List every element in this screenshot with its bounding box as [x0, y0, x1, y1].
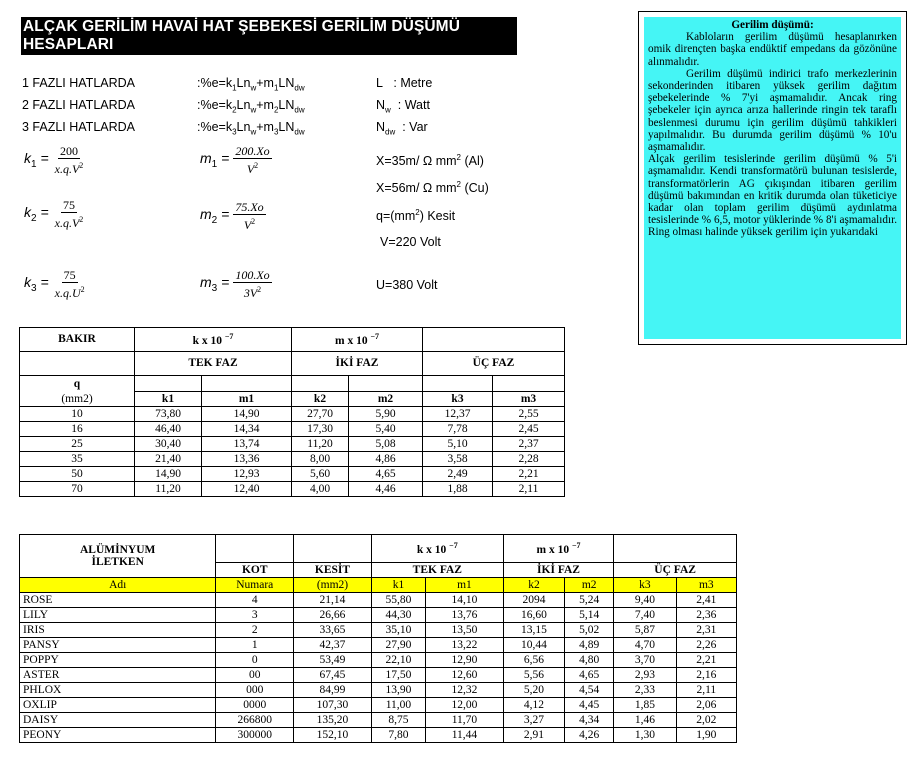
table-cell: 1,30	[614, 728, 676, 743]
power: 2	[254, 161, 259, 170]
unit-3	[376, 120, 428, 137]
copper-table-body	[20, 407, 565, 497]
text: İLETKEN	[91, 556, 144, 568]
table-row	[20, 452, 565, 467]
table-cell: 7,80	[371, 728, 425, 743]
table-cell: 13,15	[503, 623, 564, 638]
table-cell: 42,37	[294, 638, 372, 653]
lhs: m	[200, 150, 212, 167]
table-cell: 4,54	[565, 683, 614, 698]
empty-cell	[349, 376, 423, 392]
lhs: m	[200, 206, 212, 223]
copper-tek-faz: TEK FAZ	[135, 352, 292, 376]
lhs-sub: 3	[211, 282, 218, 294]
unit-symbol: N	[376, 120, 386, 134]
copper-uc-faz: ÜÇ FAZ	[423, 352, 565, 376]
yellow-header: k2	[503, 578, 564, 593]
formula-prefix: :%e=	[197, 120, 226, 134]
table-cell: 5,56	[503, 668, 564, 683]
col-header: m3	[493, 392, 565, 407]
table-cell: 4,12	[503, 698, 564, 713]
table-cell: 4,34	[565, 713, 614, 728]
table-row	[20, 698, 737, 713]
table-cell: 4,65	[565, 668, 614, 683]
denominator: V	[246, 162, 255, 176]
table-cell: 17,30	[292, 422, 349, 437]
table-row	[20, 482, 565, 497]
table-cell: 00	[216, 668, 294, 683]
numerator: 200	[59, 144, 78, 158]
table-cell: 14,34	[202, 422, 292, 437]
formula-m1: $m_1$ = $\frac{200.Xo}{V^2}$	[200, 144, 270, 176]
table-cell: 3,70	[614, 653, 676, 668]
exp: −7	[449, 541, 458, 551]
phase-label-2: 2 FAZLI HATLARDA	[22, 98, 135, 112]
side-note-heading: Gerilim düşümü:	[731, 19, 814, 31]
aluminium-material	[20, 535, 216, 578]
formula-k-index: 3	[232, 127, 237, 137]
table-cell: ASTER	[20, 668, 216, 683]
table-cell: 7,78	[423, 422, 493, 437]
formula-m: m	[263, 98, 274, 112]
copper-k-header	[135, 328, 292, 352]
table-cell: 13,76	[426, 608, 504, 623]
empty-cell	[292, 376, 349, 392]
copper-iki-faz: İKİ FAZ	[292, 352, 423, 376]
table-row	[20, 467, 565, 482]
col-header: k3	[423, 392, 493, 407]
empty-cell	[202, 376, 292, 392]
unit-text: : Watt	[397, 98, 430, 112]
lhs-sub: 1	[31, 158, 37, 170]
table-row	[20, 668, 737, 683]
numerator: 75	[62, 198, 75, 212]
phase-label-1: 1 FAZLI HATLARDA	[22, 76, 135, 90]
table-cell: 000	[216, 683, 294, 698]
text: m x 10	[536, 544, 570, 557]
empty-cell	[294, 535, 372, 563]
table-cell: DAISY	[20, 713, 216, 728]
aluminium-m-header	[503, 535, 613, 563]
table-cell: 300000	[216, 728, 294, 743]
table-cell: 3,27	[503, 713, 564, 728]
power: 2	[79, 161, 84, 170]
table-cell: 21,40	[135, 452, 202, 467]
table-cell: 55,80	[371, 593, 425, 608]
empty-cell	[423, 328, 565, 352]
aluminium-k-header	[371, 535, 503, 563]
table-cell: 14,90	[135, 467, 202, 482]
text: ALÜMİNYUM	[79, 543, 156, 556]
table-cell: 1,88	[423, 482, 493, 497]
table-cell: 2,36	[676, 608, 736, 623]
side-note-paragraph: Gerilim düşümü indirici trafo merkezlerinin sekonderinden itibaren yüksek gerilim dağıtım şebekelerinde % 7'yi aşmamalıdır. Ancak ring şebekeler için ayrıca arıza hallerinde ringin tek taraflı beslenmesi durumu için gerilim düşümü tahkikleri yapılmalıdır. Bu durumda gerilim düşümü % 10'u aşmamalıdır.	[648, 67, 897, 154]
table-cell: 2,37	[493, 437, 565, 452]
table-cell: 67,45	[294, 668, 372, 683]
formula-k1: $k_1$ = $\frac{200}{x.q.V^2}$	[24, 144, 84, 176]
table-cell: 11,20	[135, 482, 202, 497]
table-cell: 2,28	[493, 452, 565, 467]
table-cell: 7,40	[614, 608, 676, 623]
lhs: k	[24, 204, 31, 221]
table-cell: 11,20	[292, 437, 349, 452]
text: q=(mm	[376, 209, 416, 224]
table-cell: 53,49	[294, 653, 372, 668]
text: (Al)	[461, 154, 484, 169]
unit-2	[376, 98, 430, 115]
table-cell: 135,20	[294, 713, 372, 728]
copper-q-label: q	[20, 376, 135, 392]
sup: 2	[415, 208, 420, 217]
table-cell: 5,10	[423, 437, 493, 452]
unit-text: : Metre	[393, 76, 433, 90]
table-cell: 2,16	[676, 668, 736, 683]
table-cell: 70	[20, 482, 135, 497]
formula-k3: $k_3$ = $\frac{75}{x.q.U^2}$	[24, 268, 85, 300]
yellow-header: m1	[426, 578, 504, 593]
exp: −7	[370, 332, 380, 342]
power: 2	[257, 285, 262, 294]
copper-table	[19, 327, 565, 497]
table-cell: PEONY	[20, 728, 216, 743]
table-cell: 5,40	[349, 422, 423, 437]
empty-cell	[216, 535, 294, 563]
col-header: k2	[292, 392, 349, 407]
aluminium-iki-faz: İKİ FAZ	[503, 563, 613, 578]
col-header: m1	[202, 392, 292, 407]
table-cell: 11,70	[426, 713, 504, 728]
unit-sub: dw	[385, 127, 396, 137]
table-cell: 4,45	[565, 698, 614, 713]
table-cell: 14,10	[426, 593, 504, 608]
formula-m-index: 1	[273, 83, 279, 93]
formula-k-index: 1	[232, 83, 237, 93]
table-cell: 26,66	[294, 608, 372, 623]
lhs: k	[24, 150, 31, 167]
table-cell: 12,00	[426, 698, 504, 713]
table-cell: 2094	[503, 593, 564, 608]
aluminium-table	[19, 534, 737, 743]
table-cell: 152,10	[294, 728, 372, 743]
side-note-paragraph: Alçak gerilim tesislerinde gerilim düşümü % 5'i aşmamalıdır. Kendi transformatörü bulunan tesislerde, transformatörlerin AG çıkışından itibaren gerilim düşümü bakımından en kritik durumda olan tüketiciye kadar olan toplam gerilim düşümü aydınlatma tesislerinde % 6,5, motor yüklerinde % 8'i aşmamalıdır. Ring olması halinde yüksek gerilim için yukarıdaki	[648, 153, 897, 239]
table-cell: 2,33	[614, 683, 676, 698]
numerator: 75	[63, 268, 76, 282]
text: k x 10	[416, 544, 447, 557]
unit-sub: w	[385, 105, 391, 115]
table-cell: 13,90	[371, 683, 425, 698]
table-cell: 2,45	[493, 422, 565, 437]
table-cell: 35	[20, 452, 135, 467]
table-cell: 4	[216, 593, 294, 608]
table-cell: 5,14	[565, 608, 614, 623]
aluminium-table-body	[20, 593, 737, 743]
table-cell: 5,90	[349, 407, 423, 422]
table-row	[20, 653, 737, 668]
table-cell: 8,00	[292, 452, 349, 467]
table-cell: 33,65	[294, 623, 372, 638]
numerator: 200.Xo	[235, 144, 270, 158]
power: 2	[251, 217, 256, 226]
formula-m3: $m_3$ = $\frac{100.Xo}{3V^2}$	[200, 268, 270, 300]
copper-mm2-label: (mm2)	[20, 392, 135, 407]
table-cell: 13,36	[202, 452, 292, 467]
table-cell: 14,90	[202, 407, 292, 422]
table-cell: 35,10	[371, 623, 425, 638]
table-cell: 5,02	[565, 623, 614, 638]
table-cell: 17,50	[371, 668, 425, 683]
formula-k: k	[225, 120, 233, 134]
power: 2	[80, 285, 85, 294]
exp: −7	[224, 332, 234, 342]
empty-cell	[423, 376, 493, 392]
constant-u: U=380 Volt	[376, 278, 438, 292]
formula-prefix: :%e=	[197, 98, 226, 112]
table-cell: 22,10	[371, 653, 425, 668]
table-cell: 44,30	[371, 608, 425, 623]
phase-label-3: 3 FAZLI HATLARDA	[22, 120, 135, 134]
lhs: m	[200, 274, 212, 291]
power: 2	[79, 215, 84, 224]
aluminium-uc-faz: ÜÇ FAZ	[614, 563, 737, 578]
formula-m2: $m_2$ = $\frac{75.Xo}{V^2}$	[200, 200, 264, 232]
empty-cell	[20, 352, 135, 376]
table-cell: POPPY	[20, 653, 216, 668]
table-row	[20, 593, 737, 608]
text: ) Kesit	[419, 209, 456, 224]
table-cell: 73,80	[135, 407, 202, 422]
table-cell: 2,06	[676, 698, 736, 713]
formula-m-index: 2	[273, 105, 279, 115]
denominator: x.q.U	[54, 286, 81, 300]
empty-cell	[493, 376, 565, 392]
unit-symbol: N	[376, 98, 386, 112]
formula-3: $:\%e=k_3Ln_w+m_3LN_{dw}$	[197, 120, 305, 137]
table-cell: 2,21	[493, 467, 565, 482]
table-row	[20, 608, 737, 623]
table-cell: 0	[216, 653, 294, 668]
col-header: m2	[349, 392, 423, 407]
text: k x 10	[192, 335, 222, 348]
yellow-header: k1	[371, 578, 425, 593]
table-cell: 4,65	[349, 467, 423, 482]
denominator: 3V	[243, 286, 258, 300]
copper-material: BAKIR	[20, 328, 135, 352]
text: m x 10	[334, 335, 368, 348]
text: X=35m/ Ω mm	[376, 154, 457, 169]
table-cell: 50	[20, 467, 135, 482]
lhs: k	[24, 274, 31, 291]
table-cell: 12,37	[423, 407, 493, 422]
table-cell: 2,11	[493, 482, 565, 497]
formula-m: m	[263, 120, 274, 134]
formula-2: $:\%e=k_2Ln_w+m_2LN_{dw}$	[197, 98, 305, 115]
copper-m-header	[292, 328, 423, 352]
lhs-sub: 2	[31, 212, 37, 224]
table-row	[20, 683, 737, 698]
table-cell: 5,08	[349, 437, 423, 452]
table-cell: 3	[216, 608, 294, 623]
table-cell: 4,86	[349, 452, 423, 467]
table-row	[20, 638, 737, 653]
unit-1	[376, 76, 432, 90]
table-cell: 11,44	[426, 728, 504, 743]
denominator: V	[243, 218, 252, 232]
exp: −7	[571, 541, 581, 551]
col-header: k1	[135, 392, 202, 407]
lhs-sub: 3	[31, 282, 37, 294]
table-cell: 2,02	[676, 713, 736, 728]
formula-k: k	[225, 98, 233, 112]
table-cell: 4,46	[349, 482, 423, 497]
table-cell: 4,00	[292, 482, 349, 497]
table-cell: 16,60	[503, 608, 564, 623]
yellow-header: m3	[676, 578, 736, 593]
table-cell: 2,55	[493, 407, 565, 422]
table-cell: 46,40	[135, 422, 202, 437]
table-cell: 1,90	[676, 728, 736, 743]
denominator: x.q.V	[54, 216, 80, 230]
table-cell: OXLIP	[20, 698, 216, 713]
table-cell: 2,11	[676, 683, 736, 698]
table-cell: 13,50	[426, 623, 504, 638]
yellow-header: m2	[565, 578, 614, 593]
table-cell: 25	[20, 437, 135, 452]
table-cell: 1,46	[614, 713, 676, 728]
numerator: 100.Xo	[235, 268, 270, 282]
table-cell: 13,22	[426, 638, 504, 653]
yellow-header: Numara	[216, 578, 294, 593]
table-cell: 21,14	[294, 593, 372, 608]
table-cell: 2,41	[676, 593, 736, 608]
formula-k: k	[225, 76, 233, 90]
table-cell: ROSE	[20, 593, 216, 608]
yellow-header: (mm2)	[294, 578, 372, 593]
empty-cell	[614, 535, 737, 563]
table-cell: 4,70	[614, 638, 676, 653]
unit-text: : Var	[402, 120, 428, 134]
table-row	[20, 407, 565, 422]
table-cell: 0000	[216, 698, 294, 713]
empty-cell	[135, 376, 202, 392]
constant-x-cu	[376, 180, 489, 195]
denominator: x.q.V	[54, 162, 80, 176]
table-cell: 4,80	[565, 653, 614, 668]
table-cell: 12,90	[426, 653, 504, 668]
formula-m-index: 3	[273, 127, 279, 137]
table-cell: 2,21	[676, 653, 736, 668]
table-cell: 13,74	[202, 437, 292, 452]
table-cell: 30,40	[135, 437, 202, 452]
table-cell: 4,89	[565, 638, 614, 653]
table-cell: 4,26	[565, 728, 614, 743]
table-cell: 27,70	[292, 407, 349, 422]
numerator: 75.Xo	[235, 200, 264, 214]
page-title: ALÇAK GERİLİM HAVAİ HAT ŞEBEKESİ GERİLİM DÜŞÜMÜ HESAPLARI	[21, 17, 517, 55]
aluminium-kot: KOT	[216, 563, 294, 578]
table-cell: PHLOX	[20, 683, 216, 698]
side-note-content	[644, 17, 901, 339]
table-cell: 11,00	[371, 698, 425, 713]
table-cell: 1,85	[614, 698, 676, 713]
table-cell: 16	[20, 422, 135, 437]
aluminium-kesit: KESİT	[294, 563, 372, 578]
formula-prefix: :%e=	[197, 76, 226, 90]
side-note-paragraph: Kabloların gerilim düşümü hesaplanırken omik dirençten başka endüktif empedans da gözönüne alınmalıdır.	[648, 31, 897, 68]
table-cell: 8,75	[371, 713, 425, 728]
table-cell: 12,40	[202, 482, 292, 497]
table-cell: 12,32	[426, 683, 504, 698]
table-cell: 9,40	[614, 593, 676, 608]
table-cell: 84,99	[294, 683, 372, 698]
text: (Cu)	[461, 181, 489, 196]
table-cell: 5,87	[614, 623, 676, 638]
yellow-header: Adı	[20, 578, 216, 593]
table-cell: 3,58	[423, 452, 493, 467]
table-cell: 2,49	[423, 467, 493, 482]
table-cell: 10,44	[503, 638, 564, 653]
table-cell: 5,24	[565, 593, 614, 608]
constant-q	[376, 208, 455, 223]
table-row	[20, 623, 737, 638]
formula-m: m	[263, 76, 274, 90]
lhs-sub: 2	[211, 214, 218, 226]
sup: 2	[456, 153, 461, 162]
lhs-sub: 1	[211, 158, 218, 170]
sup: 2	[456, 180, 461, 189]
table-cell: 10	[20, 407, 135, 422]
table-cell: 2	[216, 623, 294, 638]
table-cell: 107,30	[294, 698, 372, 713]
unit-symbol: L	[376, 76, 383, 90]
text: X=56m/ Ω mm	[376, 181, 457, 196]
table-cell: 2,31	[676, 623, 736, 638]
formula-1: $:\%e=k_1Ln_w+m_1LN_{dw}$	[197, 76, 305, 93]
table-cell: 5,20	[503, 683, 564, 698]
table-cell: 12,60	[426, 668, 504, 683]
table-row	[20, 422, 565, 437]
table-cell: LILY	[20, 608, 216, 623]
aluminium-tek-faz: TEK FAZ	[371, 563, 503, 578]
table-row	[20, 713, 737, 728]
table-cell: 1	[216, 638, 294, 653]
constant-v: V=220 Volt	[380, 235, 441, 249]
table-cell: 2,91	[503, 728, 564, 743]
constant-x-al	[376, 153, 484, 168]
side-note-box	[638, 11, 907, 345]
table-cell: 5,60	[292, 467, 349, 482]
table-cell: 266800	[216, 713, 294, 728]
table-row	[20, 437, 565, 452]
table-cell: 2,93	[614, 668, 676, 683]
table-cell: 6,56	[503, 653, 564, 668]
table-cell: 12,93	[202, 467, 292, 482]
table-cell: 2,26	[676, 638, 736, 653]
table-cell: PANSY	[20, 638, 216, 653]
formula-k-index: 2	[232, 105, 237, 115]
formula-k2: $k_2$ = $\frac{75}{x.q.V^2}$	[24, 198, 84, 230]
table-row	[20, 728, 737, 743]
yellow-header: k3	[614, 578, 676, 593]
table-cell: 27,90	[371, 638, 425, 653]
table-cell: IRIS	[20, 623, 216, 638]
